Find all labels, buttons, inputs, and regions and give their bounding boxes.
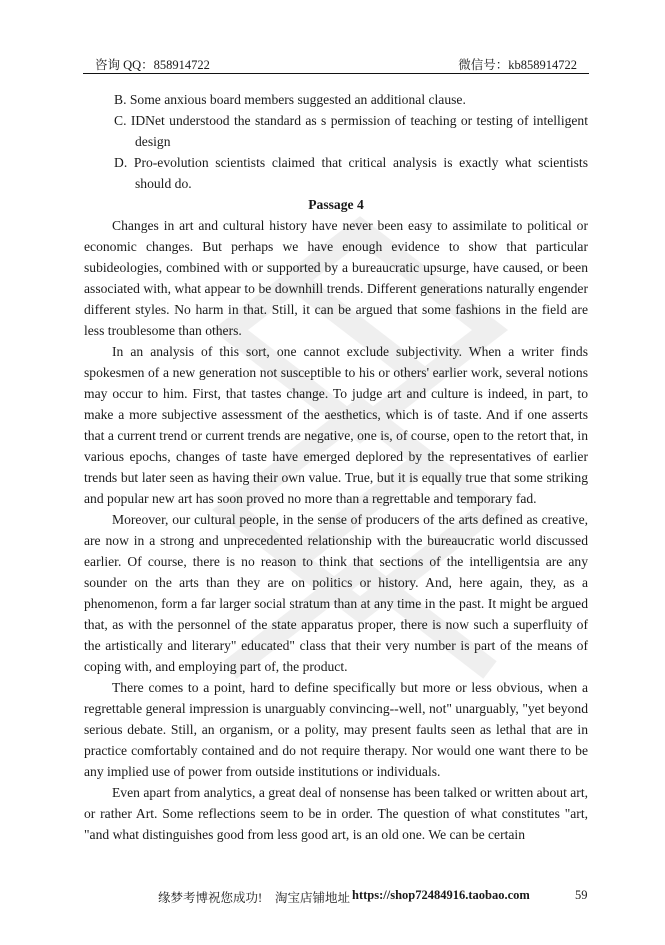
header-wechat-contact: 微信号：kb858914722 bbox=[458, 58, 577, 72]
passage-paragraph-1: Changes in art and cultural history have never been easy to assimilate to political or economic changes. But perhaps we have enough evidence to show that particular subideologies, combined with or supported by a bureaucratic upsurge, have caused, or been associated with, what appear to be downhill trends. Different generations naturally engender different styles. No harm in that. Still, it can be argued that some fashions in the field are less troublesome than others. bbox=[84, 218, 588, 338]
answer-option-c: C. IDNet understood the standard as s permission of teaching or testing of intelligent design bbox=[114, 113, 588, 149]
footer-slogan: 缘梦考博祝您成功! bbox=[158, 891, 263, 905]
page-number: 59 bbox=[575, 888, 588, 902]
passage-paragraph-4: There comes to a point, hard to define specifically but more or less obvious, when a regrettable general impression is unarguably convincing--well, not" unarguably, "yet beyond serious debate. Still, an organism, or a polity, may present faults seen as lethal that are in practice comfortably contained and do not require therapy. Nor would one want there to be any implied use of power from outside institutions or individuals. bbox=[84, 680, 588, 779]
footer-shop-label: 淘宝店铺地址 bbox=[275, 891, 351, 905]
page-content bbox=[84, 89, 588, 845]
page-header bbox=[83, 55, 589, 74]
passage-paragraph-5: Even apart from analytics, a great deal of nonsense has been talked or written about art, or rather Art. Some reflections seem to be in order. The question of what constitutes "art, "and what distinguishes good from less good art, is an old one. We can be certain bbox=[84, 785, 588, 842]
answer-option-b: B. Some anxious board members suggested an additional clause. bbox=[114, 92, 466, 107]
passage-title: Passage 4 bbox=[308, 197, 364, 212]
footer-shop-url: https://shop72484916.taobao.com bbox=[352, 888, 530, 902]
header-qq-contact: 咨询 QQ：858914722 bbox=[95, 58, 210, 72]
answer-option-d: D. Pro-evolution scientists claimed that critical analysis is exactly what scientists should do. bbox=[114, 155, 588, 191]
passage-paragraph-3: Moreover, our cultural people, in the sense of producers of the arts defined as creative, are now in a strong and unprecedented relationship with the bureaucratic world discussed earlier. Of course, there is no reason to think that sections of the intelligentsia are any sounder on the arts than they are on politics or history. And, here again, they, as a phenomenon, form a far larger social stratum than at any time in the past. It might be argued that, as with the personnel of the state apparatus proper, there is now such a superfluity of the artistically and literary" educated" class that their very number is part of the means of coping with, and employing part of, the product. bbox=[84, 512, 588, 674]
passage-paragraph-2: In an analysis of this sort, one cannot exclude subjectivity. When a writer finds spokesmen of a new generation not susceptible to his or others' earlier work, several notions may occur to him. First, that tastes change. To judge art and culture is indeed, in part, to make a more subjective assessment of the aesthetics, which is of taste. And if one asserts that a current trend or current trends are negative, one is, of course, open to the retort that, in various epochs, changes of taste have emerged deplored by the representatives of earlier trends but later seen as having their own value. True, but it is equally true that some striking and popular new art has soon proved no more than a regrettable and temporary fad. bbox=[84, 344, 588, 506]
